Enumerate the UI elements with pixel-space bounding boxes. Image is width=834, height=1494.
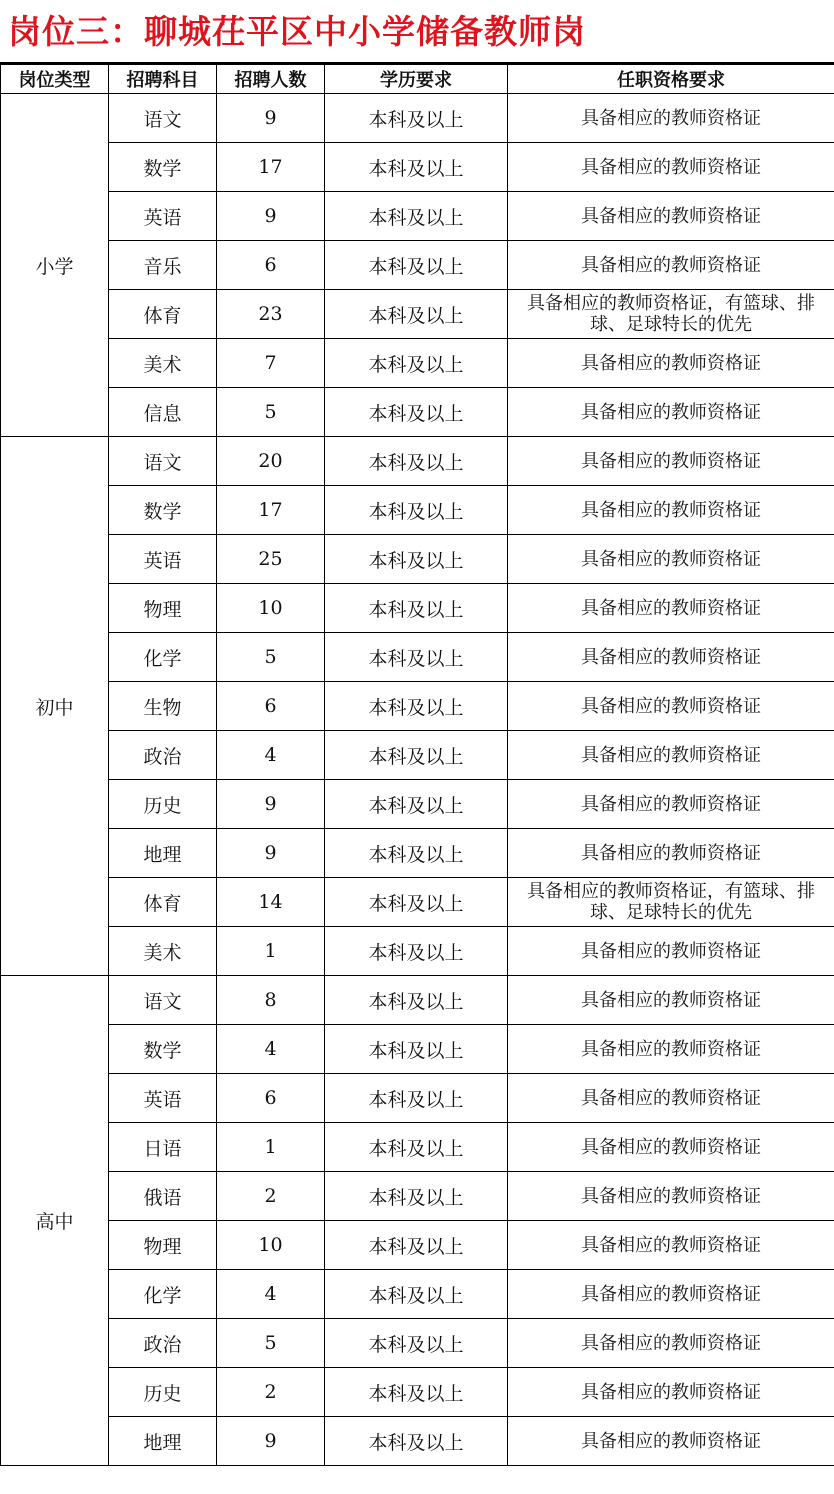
count-cell: 20: [217, 437, 325, 486]
count-cell: 5: [217, 1319, 325, 1368]
requirement-text: 具备相应的教师资格证，有篮球、排球、足球特长的优先: [527, 881, 815, 923]
requirement-cell: [508, 1270, 834, 1319]
subject-cell: 信息: [109, 388, 217, 437]
requirement-cell: [508, 290, 834, 339]
education-cell: 本科及以上: [325, 1025, 508, 1074]
education-cell: 本科及以上: [325, 633, 508, 682]
subject-cell: 化学: [109, 633, 217, 682]
count-cell: 2: [217, 1368, 325, 1417]
table-row: [1, 241, 834, 290]
subject-cell: 政治: [109, 1319, 217, 1368]
subject-cell: 语文: [109, 976, 217, 1025]
subject-cell: 数学: [109, 1025, 217, 1074]
table-row: [1, 339, 834, 388]
count-cell: 14: [217, 878, 325, 927]
requirement-text: 具备相应的教师资格证: [581, 793, 761, 815]
count-cell: 7: [217, 339, 325, 388]
count-cell: 1: [217, 927, 325, 976]
requirement-text: 具备相应的教师资格证: [581, 1038, 761, 1060]
requirement-text: 具备相应的教师资格证: [581, 205, 761, 227]
subject-cell: 物理: [109, 584, 217, 633]
requirement-cell: [508, 731, 834, 780]
table-row: [1, 192, 834, 241]
table-row: [1, 1270, 834, 1319]
requirement-cell: [508, 192, 834, 241]
requirement-cell: [508, 584, 834, 633]
table-row: [1, 388, 834, 437]
requirement-cell: [508, 339, 834, 388]
requirement-text: 具备相应的教师资格证: [581, 842, 761, 864]
requirement-cell: [508, 437, 834, 486]
requirement-cell: [508, 241, 834, 290]
education-cell: 本科及以上: [325, 486, 508, 535]
subject-cell: 政治: [109, 731, 217, 780]
requirement-text: 具备相应的教师资格证: [581, 107, 761, 129]
requirement-text: 具备相应的教师资格证: [581, 646, 761, 668]
subject-cell: 俄语: [109, 1172, 217, 1221]
count-cell: 4: [217, 1025, 325, 1074]
education-cell: 本科及以上: [325, 829, 508, 878]
requirement-cell: [508, 486, 834, 535]
subject-cell: 日语: [109, 1123, 217, 1172]
subject-cell: 地理: [109, 829, 217, 878]
education-cell: 本科及以上: [325, 878, 508, 927]
subject-cell: 地理: [109, 1417, 217, 1466]
table-row: [1, 143, 834, 192]
count-cell: 9: [217, 1417, 325, 1466]
education-cell: 本科及以上: [325, 1123, 508, 1172]
requirement-cell: [508, 1319, 834, 1368]
table-row: [1, 1319, 834, 1368]
requirement-cell: [508, 1417, 834, 1466]
subject-cell: 语文: [109, 94, 217, 143]
education-cell: 本科及以上: [325, 584, 508, 633]
table-row: [1, 437, 834, 486]
table-row: [1, 1417, 834, 1466]
requirement-cell: [508, 829, 834, 878]
count-cell: 9: [217, 94, 325, 143]
requirement-text: 具备相应的教师资格证: [581, 352, 761, 374]
table-body: [1, 94, 834, 1466]
table-row: [1, 682, 834, 731]
page-title: 岗位三：聊城茌平区中小学储备教师岗: [0, 0, 834, 64]
requirement-cell: [508, 927, 834, 976]
requirement-text: 具备相应的教师资格证: [581, 254, 761, 276]
header-subject: 招聘科目: [109, 65, 217, 94]
table-row: [1, 290, 834, 339]
education-cell: 本科及以上: [325, 535, 508, 584]
subject-cell: 音乐: [109, 241, 217, 290]
requirement-cell: [508, 1025, 834, 1074]
table-row: [1, 633, 834, 682]
table-row: [1, 1368, 834, 1417]
table-row: [1, 584, 834, 633]
education-cell: 本科及以上: [325, 682, 508, 731]
education-cell: 本科及以上: [325, 1172, 508, 1221]
education-cell: 本科及以上: [325, 927, 508, 976]
table-row: [1, 976, 834, 1025]
requirement-text: 具备相应的教师资格证: [581, 450, 761, 472]
education-cell: 本科及以上: [325, 1221, 508, 1270]
education-cell: 本科及以上: [325, 1319, 508, 1368]
table-row: [1, 829, 834, 878]
table-row: [1, 878, 834, 927]
education-cell: 本科及以上: [325, 241, 508, 290]
table-row: [1, 94, 834, 143]
subject-cell: 生物: [109, 682, 217, 731]
header-count: 招聘人数: [217, 65, 325, 94]
subject-cell: 英语: [109, 535, 217, 584]
table-row: [1, 535, 834, 584]
requirement-cell: [508, 535, 834, 584]
requirement-cell: [508, 1368, 834, 1417]
requirement-cell: [508, 94, 834, 143]
requirement-cell: [508, 682, 834, 731]
subject-cell: 美术: [109, 339, 217, 388]
subject-cell: 历史: [109, 780, 217, 829]
subject-cell: 历史: [109, 1368, 217, 1417]
count-cell: 5: [217, 633, 325, 682]
header-position-type: 岗位类型: [1, 65, 109, 94]
table-row: [1, 1074, 834, 1123]
education-cell: 本科及以上: [325, 388, 508, 437]
table-row: [1, 1221, 834, 1270]
position-type-cell: 高中: [1, 976, 109, 1466]
count-cell: 1: [217, 1123, 325, 1172]
count-cell: 17: [217, 486, 325, 535]
education-cell: 本科及以上: [325, 290, 508, 339]
count-cell: 2: [217, 1172, 325, 1221]
requirement-cell: [508, 1172, 834, 1221]
header-requirements: 任职资格要求: [508, 65, 834, 94]
requirement-text: 具备相应的教师资格证: [581, 401, 761, 423]
education-cell: 本科及以上: [325, 731, 508, 780]
count-cell: 8: [217, 976, 325, 1025]
requirement-cell: [508, 1123, 834, 1172]
requirement-text: 具备相应的教师资格证: [581, 597, 761, 619]
count-cell: 17: [217, 143, 325, 192]
subject-cell: 化学: [109, 1270, 217, 1319]
requirement-text: 具备相应的教师资格证: [581, 940, 761, 962]
education-cell: 本科及以上: [325, 1270, 508, 1319]
requirement-text: 具备相应的教师资格证: [581, 1283, 761, 1305]
table-row: [1, 1172, 834, 1221]
table-row: [1, 486, 834, 535]
requirement-text: 具备相应的教师资格证: [581, 1087, 761, 1109]
subject-cell: 美术: [109, 927, 217, 976]
count-cell: 25: [217, 535, 325, 584]
education-cell: 本科及以上: [325, 976, 508, 1025]
table-header-row: [1, 65, 834, 94]
education-cell: 本科及以上: [325, 143, 508, 192]
requirement-text: 具备相应的教师资格证: [581, 1332, 761, 1354]
education-cell: 本科及以上: [325, 1368, 508, 1417]
requirement-cell: [508, 143, 834, 192]
count-cell: 4: [217, 1270, 325, 1319]
count-cell: 10: [217, 584, 325, 633]
subject-cell: 英语: [109, 192, 217, 241]
position-type-cell: 初中: [1, 437, 109, 976]
requirement-cell: [508, 633, 834, 682]
requirement-cell: [508, 388, 834, 437]
table-row: [1, 1025, 834, 1074]
count-cell: 5: [217, 388, 325, 437]
requirement-text: 具备相应的教师资格证: [581, 156, 761, 178]
requirement-text: 具备相应的教师资格证: [581, 989, 761, 1011]
subject-cell: 数学: [109, 143, 217, 192]
count-cell: 6: [217, 241, 325, 290]
recruitment-table: [0, 64, 834, 1466]
count-cell: 6: [217, 682, 325, 731]
requirement-text: 具备相应的教师资格证: [581, 744, 761, 766]
requirement-cell: [508, 976, 834, 1025]
count-cell: 6: [217, 1074, 325, 1123]
requirement-cell: [508, 1221, 834, 1270]
table-row: [1, 1123, 834, 1172]
requirement-text: 具备相应的教师资格证: [581, 499, 761, 521]
requirement-cell: [508, 878, 834, 927]
education-cell: 本科及以上: [325, 437, 508, 486]
requirement-text: 具备相应的教师资格证: [581, 1234, 761, 1256]
table-row: [1, 780, 834, 829]
subject-cell: 体育: [109, 290, 217, 339]
requirement-cell: [508, 780, 834, 829]
subject-cell: 体育: [109, 878, 217, 927]
subject-cell: 物理: [109, 1221, 217, 1270]
requirement-text: 具备相应的教师资格证: [581, 695, 761, 717]
requirement-text: 具备相应的教师资格证: [581, 1430, 761, 1452]
count-cell: 9: [217, 829, 325, 878]
education-cell: 本科及以上: [325, 1074, 508, 1123]
subject-cell: 数学: [109, 486, 217, 535]
subject-cell: 语文: [109, 437, 217, 486]
count-cell: 9: [217, 780, 325, 829]
education-cell: 本科及以上: [325, 1417, 508, 1466]
position-type-cell: 小学: [1, 94, 109, 437]
requirement-text: 具备相应的教师资格证，有篮球、排球、足球特长的优先: [527, 293, 815, 335]
count-cell: 4: [217, 731, 325, 780]
count-cell: 9: [217, 192, 325, 241]
requirement-text: 具备相应的教师资格证: [581, 1136, 761, 1158]
requirement-text: 具备相应的教师资格证: [581, 1381, 761, 1403]
education-cell: 本科及以上: [325, 339, 508, 388]
education-cell: 本科及以上: [325, 780, 508, 829]
table-row: [1, 927, 834, 976]
education-cell: 本科及以上: [325, 192, 508, 241]
count-cell: 10: [217, 1221, 325, 1270]
education-cell: 本科及以上: [325, 94, 508, 143]
count-cell: 23: [217, 290, 325, 339]
header-education: 学历要求: [325, 65, 508, 94]
table-row: [1, 731, 834, 780]
requirement-cell: [508, 1074, 834, 1123]
subject-cell: 英语: [109, 1074, 217, 1123]
requirement-text: 具备相应的教师资格证: [581, 1185, 761, 1207]
requirement-text: 具备相应的教师资格证: [581, 548, 761, 570]
